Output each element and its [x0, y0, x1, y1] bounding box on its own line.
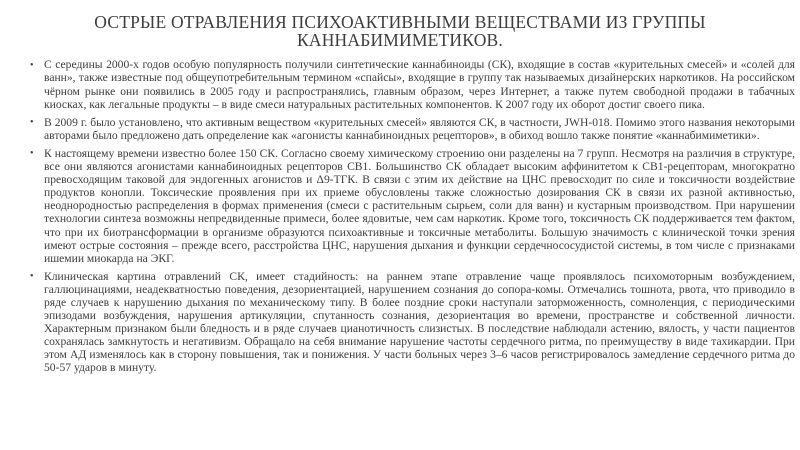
bullet-text-2: В 2009 г. было установлено, что активным веществом «курительных смесей» являются СК, в частности, JWH-018. Помимо этого названия некоторыми авторами было предложено дать определение как «агонисты каннабиноидных рецепторов», в обиход вошло также понятие «каннабимиметики».	[44, 115, 795, 142]
bullet-icon: •	[30, 271, 34, 283]
bullet-icon: •	[30, 148, 34, 160]
bullet-item-3	[30, 147, 795, 265]
bullet-item-4	[30, 270, 795, 375]
bullet-text-4: Клиническая картина отравлений СК, имеет стадийность: на раннем этапе отравление чаще проявлялось психомоторным возбуждением, галлюцинациями, неадекватностью поведения, дезориентацией, нарушением сознания до сопора-комы. Отмечались тошнота, рвота, что приводило в ряде случаев к нарушению дыхания по механическому типу. В более поздние сроки наступали заторможенность, сомноленция, с периодическими эпизодами возбуждения, нарушения артикуляции, спутанность сознания, дезориентация во времени, пространстве и собственной личности. Характерным признаком были бледность и в ряде случаев цианотичность слизистых. В последствие наблюдали астению, вялость, у части пациентов сохранялась замкнутость и негативизм. Обращало на себя внимание нарушение частоты сердечного ритма, по преимуществу в виде тахикардии. При этом АД изменялось как в сторону повышения, так и понижения. У части больных через 3–6 часов регистрировалось замедление сердечного ритма до 50-57 ударов в минуту.	[44, 269, 795, 375]
bullet-item-1	[30, 58, 795, 110]
bullet-icon: •	[30, 117, 34, 129]
bullet-icon: •	[30, 59, 34, 71]
slide-title: ОСТРЫЕ ОТРАВЛЕНИЯ ПСИХОАКТИВНЫМИ ВЕЩЕСТВАМИ ИЗ ГРУППЫ КАННАБИМИМЕТИКОВ.	[94, 12, 706, 51]
bullet-text-3: К настоящему времени известно более 150 СК. Согласно своему химическому строению они разделены на 7 групп. Несмотря на различия в структуре, все они являются агонистами каннабиноидных рецепторов СВ1. Большинство СК обладает высоким аффинитетом к СВ1-рецепторам, многократно превосходящим таковой для эндогенных агонистов и Δ9-ТГК. В связи с этим их действие на ЦНС превосходит по силе и токсичности воздействие продуктов конопли. Токсические проявления при их приеме обусловлены также сложностью дозирования СК в связи их разной активностью, неоднородностью распределения в формах применения (смеси с растительным сырьем, соли для ванн) и кустарным производством. При нарушении технологии синтеза возможны непредвиденные примеси, более ядовитые, чем сам наркотик. Кроме того, токсичность СК поддерживается тем фактом, что при их биотрансформации в организме образуются психоактивные и токсичные метаболиты. Большую значимость с клинической точки зрения имеют острые состояния – прежде всего, расстройства ЦНС, нарушения дыхания и функции сердечнососудистой системы, в том числе с признаками ишемии миокарда на ЭКГ.	[44, 146, 795, 265]
bullet-item-2	[30, 116, 795, 142]
bullet-text-1: С середины 2000-х годов особую популярность получили синтетические каннабиноиды (СК), входящие в состав «курительных смесей» и «солей для ванн», также известные под общеупотребительным термином «спайсы», входящие в группу так называемых дизайнерских наркотиков. На российском чёрном рынке они появились в 2005 году и распространялись, главным образом, через Интернет, а также путем свободной продажи в табачных киосках, как легальные продукты – в виде смеси натуральных растительных компонентов. К 2007 году их оборот достиг своего пика.	[44, 58, 795, 111]
bullet-list	[0, 58, 800, 374]
